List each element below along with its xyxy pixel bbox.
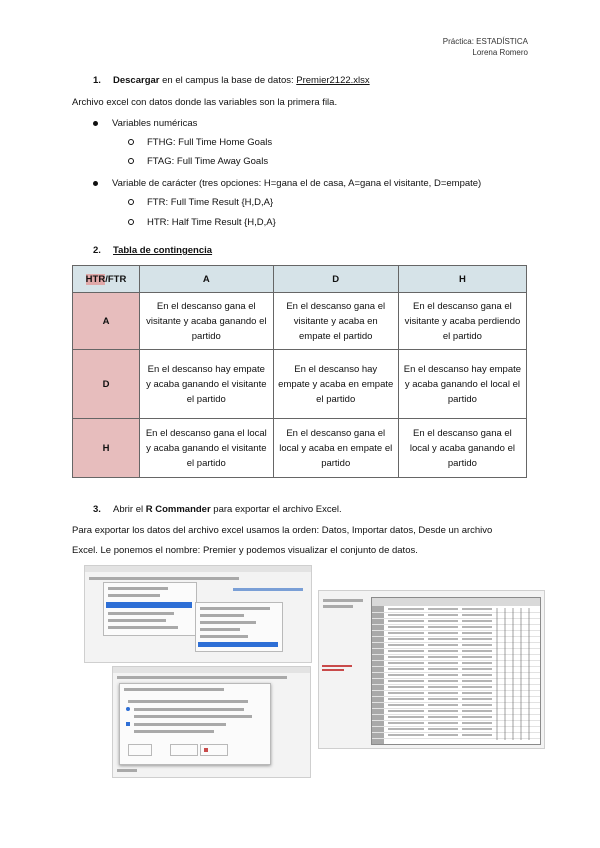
bullet-circle-icon: [128, 139, 134, 145]
table-corner-header: [73, 266, 140, 293]
table-cell: En el descanso gana el visitante y acaba en empate el partido: [273, 293, 398, 350]
rcmdr-menu-screenshot: [84, 565, 312, 663]
dataset-link[interactable]: Premier2122.xlsx: [296, 75, 370, 86]
step-2-number: 2.: [93, 245, 101, 256]
table-row: [73, 350, 527, 419]
step-3-bold: R Commander: [145, 504, 211, 515]
screenshot-data-menu: [103, 582, 197, 636]
bullet-fthg: [128, 136, 272, 149]
screenshot-import-submenu: [195, 602, 283, 652]
screenshot-dialog-box: [119, 683, 271, 765]
step-1-number: 1.: [93, 75, 101, 86]
step-3-pre: Abrir el: [113, 504, 146, 515]
screenshot-cancel-button: [200, 744, 228, 756]
column-header-a: A: [140, 266, 274, 293]
step-1: [93, 74, 370, 87]
table-row: [73, 419, 527, 478]
row-header-h: H: [73, 419, 140, 478]
bullet-ftr-label: FTR: Full Time Result {H,D,A}: [147, 197, 274, 208]
bullet-dot-icon: [93, 121, 98, 126]
step-1-text: en el campus la base de datos:: [159, 75, 297, 86]
screenshot-data-grid: [371, 597, 541, 745]
bullet-circle-icon: [128, 199, 134, 205]
corner-ftr: /FTR: [105, 273, 127, 285]
step-2: [93, 244, 212, 257]
table-cell: En el descanso hay empate y acaba en empate el partido: [273, 350, 398, 419]
table-cell: En el descanso gana el local y acaba ganando el partido: [398, 419, 526, 478]
screenshot-selected-item: [106, 602, 192, 608]
header-author: Lorena Romero: [472, 48, 528, 57]
import-dialog-screenshot: [112, 666, 311, 778]
table-cell: En el descanso gana el local y acaba en empate el partido: [273, 419, 398, 478]
row-header-d: D: [73, 350, 140, 419]
bullet-ftr: [128, 196, 273, 209]
row-header-a: A: [73, 293, 140, 350]
bullet-ftag-label: FTAG: Full Time Away Goals: [147, 156, 269, 167]
screenshot-menu-bar: [89, 577, 239, 580]
table-cell: En el descanso gana el local y acaba ganando el visitante el partido: [140, 419, 274, 478]
screenshot-ok-button: [170, 744, 198, 756]
data-viewer-screenshot: [318, 590, 545, 749]
bullet-numeric-label: Variables numéricas: [112, 118, 198, 129]
table-cell: En el descanso gana el visitante y acaba perdiendo el partido: [398, 293, 526, 350]
table-cell: En el descanso hay empate y acaba ganando el local el partido: [398, 350, 526, 419]
table-row: [73, 293, 527, 350]
screenshot-excel-option: [198, 642, 278, 647]
export-line-1: Para exportar los datos del archivo excel usamos la orden: Datos, Importar datos, Desde un archivo: [72, 525, 493, 536]
corner-htr: HTR: [85, 273, 106, 285]
screenshot-title-bar: [85, 566, 311, 572]
bullet-character-label: Variable de carácter (tres opciones: H=gana el de casa, A=gana el visitante, D=empate): [112, 178, 482, 189]
step-2-title: Tabla de contingencia: [113, 245, 213, 256]
header-course: Práctica: ESTADÍSTICA: [442, 37, 528, 46]
column-header-d: D: [273, 266, 398, 293]
document-header: [443, 36, 528, 58]
bullet-circle-icon: [128, 219, 134, 225]
step-3: [93, 503, 342, 516]
screenshot-help-button: [128, 744, 152, 756]
step-1-bold: Descargar: [113, 75, 160, 86]
bullet-htr: [128, 216, 276, 229]
bullet-circle-icon: [128, 158, 134, 164]
contingency-table: [72, 265, 527, 478]
step-3-post: para exportar el archivo Excel.: [210, 504, 342, 515]
bullet-htr-label: HTR: Half Time Result {H,D,A}: [147, 217, 276, 228]
export-line-2: Excel. Le ponemos el nombre: Premier y podemos visualizar el conjunto de datos.: [72, 545, 418, 556]
step-3-number: 3.: [93, 504, 101, 515]
table-cell: En el descanso hay empate y acaba ganando el visitante el partido: [140, 350, 274, 419]
column-header-h: H: [398, 266, 526, 293]
intro-text: Archivo excel con datos donde las variables son la primera fila.: [72, 97, 338, 108]
table-cell: En el descanso gana el visitante y acaba ganando el partido: [140, 293, 274, 350]
bullet-character: [93, 177, 481, 190]
bullet-numeric: [93, 117, 197, 130]
bullet-fthg-label: FTHG: Full Time Home Goals: [147, 137, 273, 148]
bullet-ftag: [128, 155, 268, 168]
bullet-dot-icon: [93, 181, 98, 186]
